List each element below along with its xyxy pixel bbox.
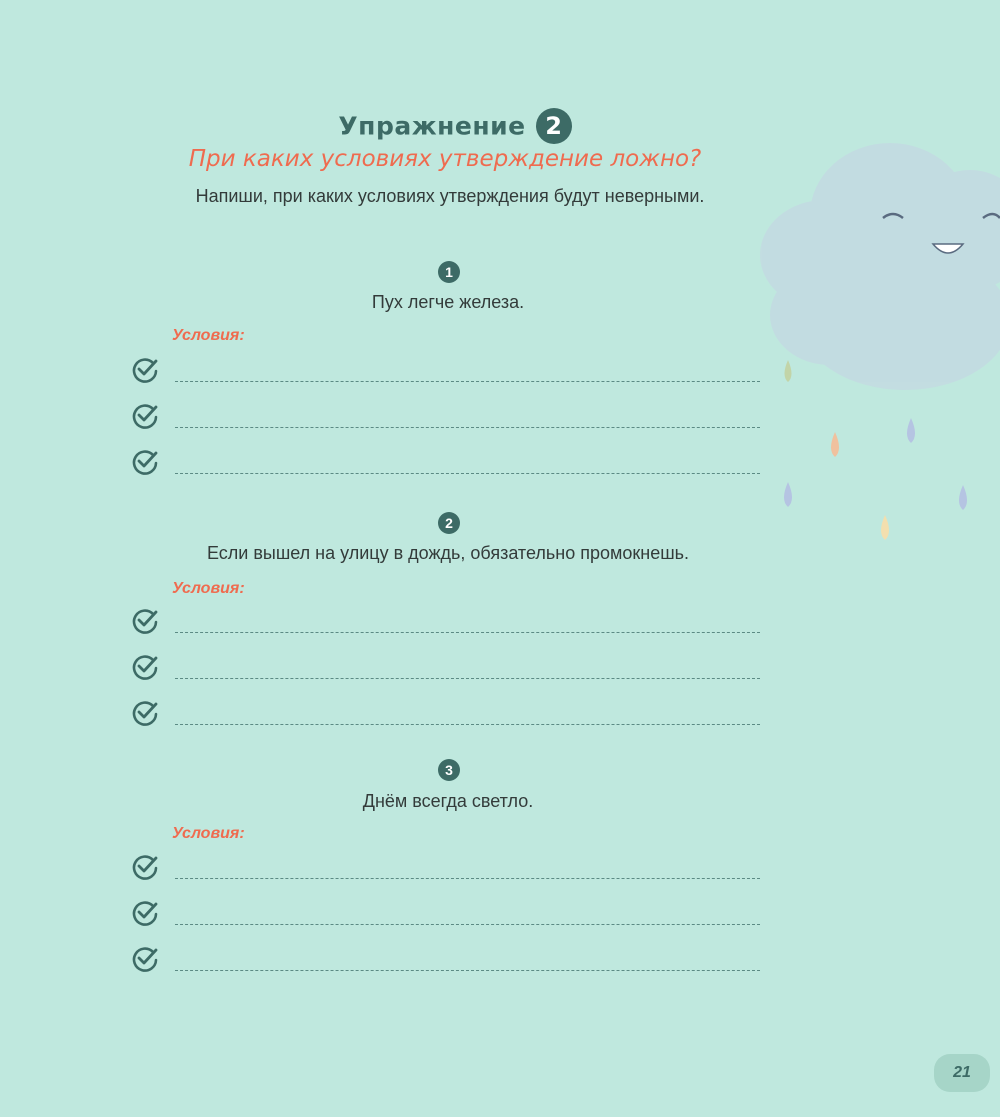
answer-line[interactable] bbox=[175, 878, 760, 879]
item-statement: Если вышел на улицу в дождь, обязательно промокнешь. bbox=[206, 543, 690, 563]
smiling-cloud-icon bbox=[755, 120, 1000, 550]
answer-line[interactable] bbox=[175, 924, 760, 925]
check-circle-icon bbox=[131, 653, 159, 681]
check-circle-icon bbox=[131, 899, 159, 927]
raindrop-icon bbox=[881, 515, 889, 540]
check-circle-icon bbox=[131, 448, 159, 476]
page-number: 21 bbox=[934, 1054, 990, 1092]
exercise-subtitle: При каких условиях утверждение ложно? bbox=[188, 146, 702, 172]
item-statement: Пух легче железа. bbox=[371, 292, 525, 312]
item-number-badge: 3 bbox=[438, 759, 460, 781]
exercise-number-badge: 2 bbox=[536, 108, 572, 144]
answer-line[interactable] bbox=[175, 427, 760, 428]
item-number-badge: 1 bbox=[438, 261, 460, 283]
answer-line[interactable] bbox=[175, 970, 760, 971]
answer-line[interactable] bbox=[175, 381, 760, 382]
check-circle-icon bbox=[131, 402, 159, 430]
answer-line[interactable] bbox=[175, 724, 760, 725]
item-number-badge: 2 bbox=[438, 512, 460, 534]
check-circle-icon bbox=[131, 853, 159, 881]
raindrop-icon bbox=[959, 485, 967, 510]
answer-line[interactable] bbox=[175, 632, 760, 633]
conditions-label: Условия: bbox=[172, 825, 245, 842]
raindrop-icon bbox=[907, 418, 915, 443]
raindrop-icon bbox=[784, 482, 792, 507]
check-circle-icon bbox=[131, 945, 159, 973]
item-statement: Днём всегда светло. bbox=[362, 791, 534, 811]
exercise-title-text: Упражнение bbox=[338, 111, 526, 141]
check-circle-icon bbox=[131, 699, 159, 727]
raindrop-icon bbox=[831, 432, 839, 457]
raindrop-icon bbox=[785, 360, 792, 382]
check-circle-icon bbox=[131, 607, 159, 635]
answer-line[interactable] bbox=[175, 473, 760, 474]
answer-line[interactable] bbox=[175, 678, 760, 679]
conditions-label: Условия: bbox=[172, 580, 245, 597]
exercise-title bbox=[0, 108, 910, 144]
check-circle-icon bbox=[131, 356, 159, 384]
exercise-instruction: Напиши, при каких условиях утверждения будут неверными. bbox=[195, 186, 705, 206]
conditions-label: Условия: bbox=[172, 327, 245, 344]
